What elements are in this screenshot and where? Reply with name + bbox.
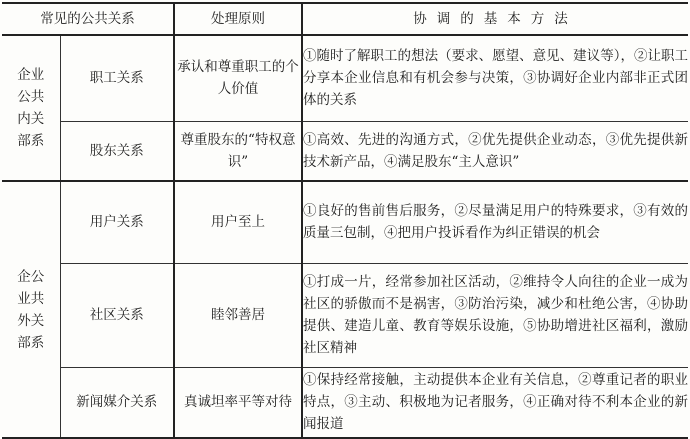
row-method: ①打成一片，经常参加社区活动，②维持令人向往的企业一成为社区的骄傲而不是祸害，③防治污染，减少和杜绝公害，④协助提供、建造儿童、教育等娱乐设施，⑤协助增进社区福利，激励社区精神 [302, 263, 688, 367]
row-principle: 真诚坦率平等对待 [174, 367, 302, 438]
row-method: ①高效、先进的沟通方式，②优先提供企业动态，③优先提供新技术新产品，④满足股东“主人意识” [302, 121, 688, 181]
row-kind: 社区关系 [60, 263, 174, 367]
row-kind: 职工关系 [60, 35, 174, 121]
row-principle: 尊重股东的“特权意识” [174, 121, 302, 181]
table-row [2, 263, 688, 367]
row-kind: 新闻媒介关系 [60, 367, 174, 438]
table-row [2, 367, 688, 438]
row-principle: 用户至上 [174, 181, 302, 263]
table-row [2, 35, 688, 121]
row-kind: 股东关系 [60, 121, 174, 181]
row-method: ①随时了解职工的想法（要求、愿望、意见、建议等），②让职工分享本企业信息和有机会参与决策，③协调好企业内部非正式团体的关系 [302, 35, 688, 121]
table-row [2, 181, 688, 263]
table-row [2, 121, 688, 181]
header-category: 常见的公共关系 [2, 3, 174, 35]
row-principle: 承认和尊重职工的个人价值 [174, 35, 302, 121]
header-row [2, 3, 688, 35]
header-method: 协调的基本方法 [302, 3, 688, 35]
header-principle: 处理原则 [174, 3, 302, 35]
group-label-external: 企公业共外关部系 [2, 181, 60, 438]
row-kind: 用户关系 [60, 181, 174, 263]
public-relations-table [2, 2, 688, 439]
group-label-internal: 企业公共内关部系 [2, 35, 60, 181]
row-principle: 睦邻善居 [174, 263, 302, 367]
row-method: ①保持经常接触，主动提供本企业有关信息，②尊重记者的职业特点，③主动、积极地为记者服务，④正确对待不利本企业的新闻报道 [302, 367, 688, 438]
row-method: ①良好的售前售后服务，②尽量满足用户的特殊要求，③有效的质量三包制，④把用户投诉看作为纠正错误的机会 [302, 181, 688, 263]
